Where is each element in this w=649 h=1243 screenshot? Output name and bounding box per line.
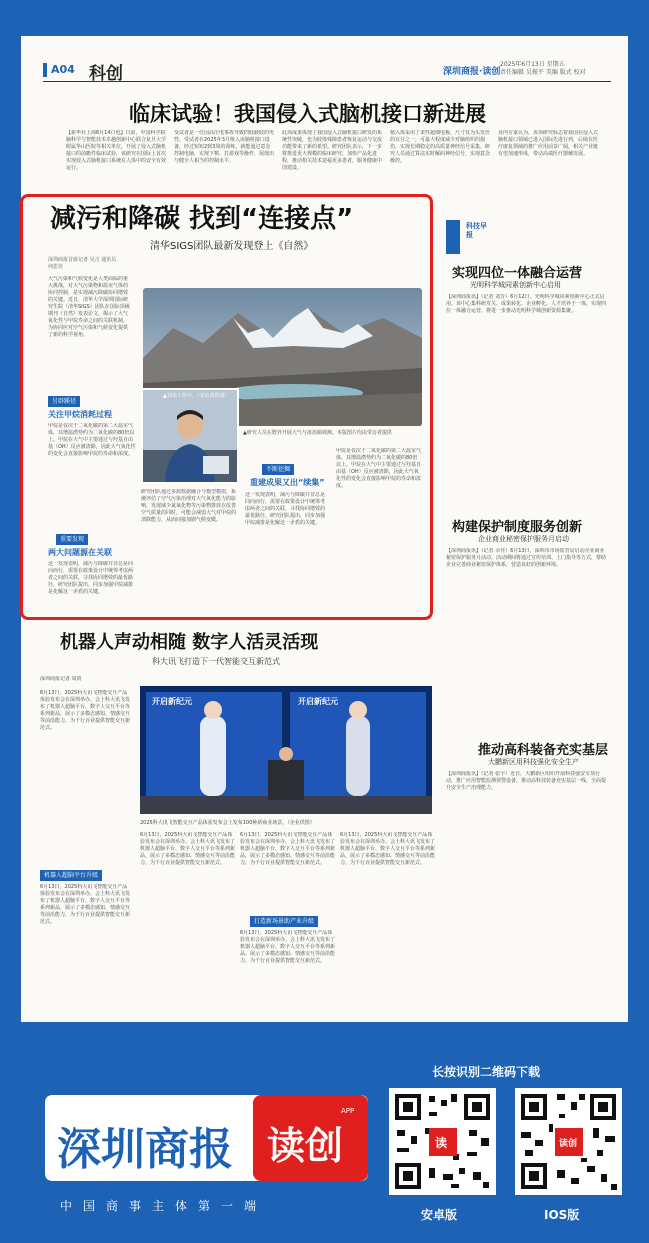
logo-app-label: APP — [341, 1107, 355, 1115]
logo-badge: 读创 — [267, 1124, 344, 1168]
screen-text-left: 开启新纪元 — [152, 697, 192, 706]
feature-body-3: 研究团队通过多源数据融合与模型模拟，系统评估了空气污染治理对大气氧化能力的影响，发现减少氮氧化物等污染物排放在改善空气质量的同时，可能会减弱大气对甲烷的清除能力，从而间接加剧气候变暖。 — [141, 489, 237, 523]
top-col-3: 此项成果体现了我国侵入式脑机接口研发的系统性突破，也为肢体残障患者恢复运动与交流功能带来了新的希望。研究团队表示，下一步将推进更大规模的临床研究，加快产品化进程，推动相关技术造福更多患者，服务健康中国建设。 — [282, 130, 382, 171]
android-qr-badge: 读 — [435, 1136, 448, 1150]
masthead — [43, 58, 611, 82]
launch-event-photo — [140, 686, 432, 814]
feature-body-2: 这一发现表明，减污与降碳并非总是同向而行，需要在政策设计中统筹考虑两者之间的关联，寻找协同增效的最优路径。研究团队提出，同步加强甲烷减排是化解这一矛盾的关键。 — [48, 561, 134, 595]
feature-headline: 减污和降碳 找到“连接点” — [50, 204, 354, 234]
robot-body-4: 6月13日，2025科大讯飞智能交互产品体验发布会在深圳举办。会上科大讯飞发布了机器人超脑平台、数字人交互平台等系列新品，展示了多模态感知、情感交互等前沿能力，为千行百业提供智能交互新范式。 — [240, 832, 335, 866]
top-story-columns — [66, 130, 606, 188]
top-col-1: 【新华社上海6月14日电】日前，中国科学院脑科学与智能技术卓越创新中心联合复旦大学附属华山医院等相关单位，开展了侵入式脑机接口的前瞻性临床试验，该研究在国际上首次实现侵入式脑机接口系统在人体中的安全有效运行。 — [66, 130, 166, 171]
section-bar — [43, 63, 47, 77]
ios-label: IOS版 — [544, 1208, 580, 1222]
robot-body-1: 6月13日，2025科大讯飞智能交互产品体验发布会在深圳举办。会上科大讯飞发布了机器人超脑平台、数字人交互平台等系列新品，展示了多模态感知、情感交互等前沿能力，为千行百业提供智能交互新范式。 — [40, 690, 130, 731]
date-line — [500, 61, 612, 77]
glacier-photo-caption: ▲研究人员在野外开展大气与冰冻圈观测。本版图片均由受访者提供 — [243, 430, 392, 436]
side-story-1-title: 实现四位一体融合运营 — [452, 266, 583, 281]
robot-body-6: 6月13日，2025科大讯飞智能交互产品体验发布会在深圳举办。会上科大讯飞发布了机器人超脑平台、数字人交互平台等系列新品，展示了多模态感知、情感交互等前沿能力，为千行百业提供智能交互新范式。 — [340, 832, 435, 866]
brand-name: 深圳商报·读创 — [443, 67, 501, 77]
feature-body-4: 这一发现表明，减污与降碳并非总是同向而行，需要在政策设计中统筹考虑两者之间的关联，寻找协同增效的最优路径。研究团队提出，同步加强甲烷减排是化解这一矛盾的关键。 — [245, 492, 326, 526]
top-col-2: 受试者是一位因高压电事故导致四肢截肢的男性，受试者在2025年3月植入该脑机接口设备，经过短短2到3周的训练，就能通过意念控制电脑，实现下棋、打游戏等操作，展现出与健全人相当的控制水平。 — [174, 130, 274, 164]
robot-byline: 深圳商报记者 周倩 — [40, 676, 82, 682]
side-story-3-subtitle: 大鹏新区用科技强化安全生产 — [488, 758, 579, 766]
top-col-5: 业内专家认为，该项研究标志着我国在侵入式脑机接口领域已进入国际先进行列，后续在医疗康复领域的推广应用前景广阔，相关产业链有望加速形成，带动高端医疗器械发展。 — [498, 130, 598, 157]
side-story-1-body: 【深圳商报讯】（记者 刘芳）6月12日，光明科学城同素创新中心正式启用。该中心集科研攻关、成果转化、企业孵化、人才培养于一体，实现四位一体融合运营，将进一步推动光明科学城创新资源集聚。 — [446, 294, 606, 314]
robot-headline: 机器人声动相随 数字人活灵活现 — [60, 632, 319, 653]
app-logo[interactable] — [35, 1093, 370, 1183]
launch-event-caption: 2025科大讯飞智能交互产品体验发布会上发布100种新商业场景。（企业供图） — [140, 820, 315, 826]
feature-subhead-2: 两大问题源在关联 — [48, 548, 112, 557]
feature-subheadline: 清华SIGS团队最新发现登上《自然》 — [150, 241, 314, 252]
qr-download-title: 长按识别二维码下载 — [432, 1065, 541, 1079]
top-headline: 临床试验！我国侵入式脑机接口新进展 — [129, 102, 486, 126]
side-story-1-subtitle: 光明科学城同素创新中心启用 — [470, 281, 561, 289]
page-code: A04 — [51, 63, 75, 76]
feature-tag-3: 不断挖掘 — [262, 464, 294, 475]
side-story-3-title: 推动高科装备充实基层 — [478, 743, 609, 758]
robot-body-3: 6月13日，2025科大讯飞智能交互产品体验发布会在深圳举办。会上科大讯飞发布了机器人超脑平台、数字人交互平台等系列新品，展示了多模态感知、情感交互等前沿能力，为千行百业提供智能交互新范式。 — [140, 832, 235, 866]
robot-subhead-2: 打造新场景助产业升级 — [250, 916, 318, 927]
feature-tag-1: 另辟蹊径 — [48, 396, 80, 407]
section-name: 科创 — [89, 64, 123, 84]
feature-body-1: 甲烷是仅次于二氧化碳的第二大温室气体，其增温潜势约为二氧化碳的80倍以上。甲烷在大气中主要通过与羟基自由基（OH）反应被清除，因此大气氧化性的变化会直接影响甲烷的寿命和浓度。 — [48, 423, 136, 457]
side-tag-bar — [446, 220, 460, 254]
side-tag-label: 科技早报 — [466, 222, 487, 239]
ios-qr-code[interactable] — [515, 1088, 622, 1195]
top-col-4: 植入体采用了柔性超细电极，尺寸仅为头发丝的百分之一，可最大程度减少对脑组织的损伤，实现长期稳定的高质量神经信号采集。研究人员通过算法实时解码神经信号，实现意念操控。 — [390, 130, 490, 164]
side-story-2-subtitle: 企业商业秘密保护服务月启动 — [478, 535, 569, 543]
feature-body-5: 甲烷是仅次于二氧化碳的第二大温室气体，其增温潜势约为二氧化碳的80倍以上。甲烷在大气中主要通过与羟基自由基（OH）反应被清除，因此大气氧化性的变化会直接影响甲烷的寿命和浓度。 — [336, 448, 422, 489]
feature-subhead-3: 重建成果又出“续集” — [250, 478, 325, 487]
robot-subheadline: 科大讯飞打造下一代智能交互新范式 — [152, 657, 280, 666]
robot-body-2: 6月13日，2025科大讯飞智能交互产品体验发布会在深圳举办。会上科大讯飞发布了机器人超脑平台、数字人交互平台等系列新品，展示了多模态感知、情感交互等前沿能力，为千行百业提供智能交互新范式。 — [40, 884, 130, 925]
feature-intro: 大气污染和气候变化是人类面临的重大挑战，对大气污染物和温室气体的协同控制，是实现减污降碳协同增效的关键。近日，清华大学深圳国际研究生院（清华SIGS）团队在国际顶级期刊《自然》发表论文，揭示了大气氧化性与甲烷寿命之间的关联机制，为协同应对空气污染和气候变化提供了新的科学视角。 — [48, 276, 130, 338]
logo-text: 深圳商报 — [57, 1124, 233, 1175]
slogan: 中国商事主体第一端 — [60, 1199, 268, 1213]
portrait-illustration — [143, 390, 237, 482]
android-label: 安卓版 — [421, 1208, 458, 1222]
date-text: 2025年6月13日 星期五 — [500, 61, 565, 68]
researcher-portrait — [141, 388, 239, 484]
ios-qr-badge: 读创 — [559, 1139, 578, 1149]
side-story-2-body: 【深圳商报讯】（记者 余佳）6月13日，深圳市市场监管局启动企业商业秘密保护服务月活动。活动期间将通过宣传培训、上门指导等方式，帮助企业完善商业秘密保护体系，营造良好的创新环境。 — [446, 548, 606, 568]
portrait-caption: ▲刘欢工作中。（受访者供图） — [163, 393, 230, 399]
robot-body-5: 6月13日，2025科大讯飞智能交互产品体验发布会在深圳举办。会上科大讯飞发布了机器人超脑平台、数字人交互平台等系列新品，展示了多模态感知、情感交互等前沿能力，为千行百业提供智能交互新范式。 — [240, 930, 335, 964]
android-qr-code[interactable] — [389, 1088, 496, 1195]
screen-text-right: 开启新纪元 — [298, 697, 338, 706]
robot-subhead-1: 机器人超脑平台升级 — [40, 870, 102, 881]
feature-subhead-1: 关注甲烷消耗过程 — [48, 410, 112, 419]
side-story-2-title: 构建保护制度服务创新 — [452, 520, 583, 535]
side-story-3-body: 【深圳商报讯】（记者 张宇）近日，大鹏新区组织开展科技强安专项行动，推广应用智能监测预警设备，推动高科技装备充实基层一线，全面提升安全生产治理能力。 — [446, 771, 606, 791]
editors-text: 责任编辑 吴振平 美编 版式 校对 — [500, 69, 586, 76]
feature-byline: 深圳商报首席记者 吴吉 通讯员 何思佳 — [48, 257, 117, 270]
feature-tag-2: 重要发现 — [56, 534, 88, 545]
